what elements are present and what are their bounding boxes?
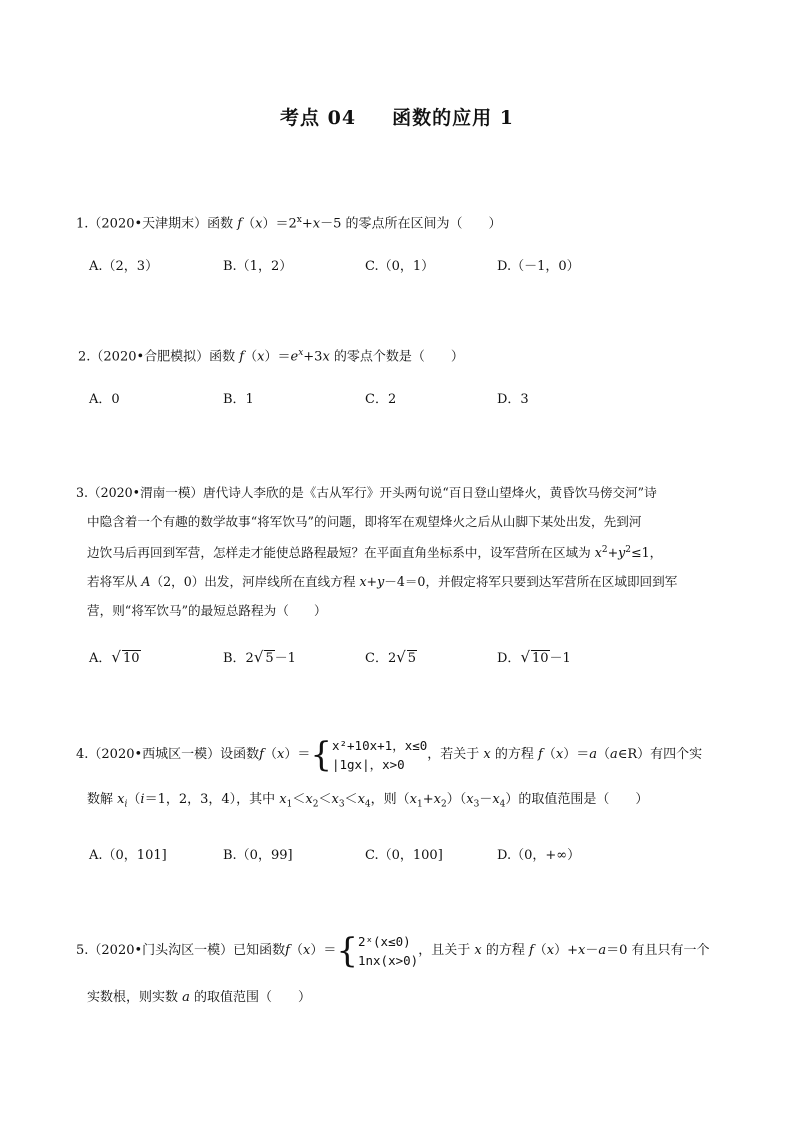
- option-b[interactable]: B.（1，2）: [223, 259, 293, 274]
- question-3-line-1: 3.（2020•渭南一模）唐代诗人李欣的是《古从军行》开头两句说“百日登山望烽火，黄昏饮马傍交河”诗: [76, 485, 657, 500]
- option-c[interactable]: C．2: [365, 392, 397, 407]
- option-a[interactable]: A.（0，101]: [89, 848, 167, 863]
- question-2-options: [89, 388, 729, 408]
- question-5-stem: 5.（2020•门头沟区一模）已知函数f（x）＝{ 2ˣ(x≤0) 1nx(x>0) ，且关于 x 的方程 f（x）+x－a＝0 有且只有一个: [76, 931, 710, 971]
- title-topic-name: 函数的应用 1: [392, 107, 514, 129]
- question-3-line-3: 边饮马后再回到军营，怎样走才能使总路程最短？在平面直角坐标系中，设军营所在区域为 $x^2+y^2\le 1$，: [87, 545, 663, 561]
- question-3-options: [89, 647, 729, 667]
- option-a[interactable]: A.（2，3）: [89, 259, 159, 274]
- question-4-line-2: 数解 $x_i(i=1$，2，3，4），其中 $x_1<x_2<x_3<x_4$，则$(x_1+x_2)(x_3-x_4)$的取值范围是（ ）: [87, 792, 649, 810]
- option-d[interactable]: D.（－1，0）: [497, 259, 580, 274]
- option-a[interactable]: A．√ 10: [89, 648, 140, 666]
- piecewise-cases: 2ˣ(x≤0) 1nx(x>0): [357, 934, 419, 968]
- piecewise-brace: {: [310, 735, 332, 775]
- page-title: [0, 103, 794, 130]
- option-c[interactable]: C.（0，100]: [365, 848, 443, 863]
- question-4: [76, 736, 726, 815]
- question-3-line-2: 中隐含着一个有趣的数学故事“将军饮马”的问题，即将军在观望烽火之后从山脚下某处出发，先到河: [87, 514, 642, 529]
- option-b[interactable]: B．2√ 5－1: [223, 648, 296, 666]
- option-b[interactable]: B．1: [223, 392, 254, 407]
- question-1-stem: 1.（2020•天津期末）函数 $f(x)=2^x+x-5$ 的零点所在区间为（ ）: [76, 215, 502, 232]
- piecewise-cases: x²+10x+1，x≤0 |1gx|，x>0: [331, 738, 428, 772]
- question-4-stem: 4.（2020•西城区一模）设函数f（x）＝{ x²+10x+1，x≤0 |1gx|，x>0 ，若关于 x 的方程 f（x）＝a（a∈R）有四个实: [76, 735, 703, 775]
- question-3: [76, 478, 726, 625]
- question-2: [78, 343, 728, 367]
- title-topic-number: 考点 04: [280, 107, 357, 129]
- question-5: [76, 932, 726, 1008]
- option-c[interactable]: C.（0，1）: [365, 259, 435, 274]
- question-1-options: [89, 255, 729, 275]
- question-1: [76, 210, 726, 234]
- option-d[interactable]: D.（0，+∞）: [497, 848, 581, 863]
- question-4-options: [89, 844, 729, 864]
- option-c[interactable]: C．2√ 5: [365, 648, 417, 666]
- option-d[interactable]: D．3: [497, 392, 529, 407]
- question-5-line-2: 实数根，则实数 a 的取值范围（ ）: [87, 990, 312, 1005]
- question-2-stem: 2.（2020•合肥模拟）函数 $f(x)=e^x+3x$ 的零点个数是（ ）: [78, 348, 464, 365]
- piecewise-brace: {: [336, 931, 358, 971]
- question-3-line-4: 若将军从 A（2，0）出发，河岸线所在直线方程 x+y－4＝0，并假定将军只要到达军营所在区域即回到军: [87, 574, 678, 590]
- option-d[interactable]: D．√ 10－1: [497, 648, 571, 666]
- option-a[interactable]: A．0: [89, 392, 120, 407]
- option-b[interactable]: B.（0，99]: [223, 848, 293, 863]
- question-3-line-5: 营，则“将军饮马”的最短总路程为（ ）: [87, 603, 327, 619]
